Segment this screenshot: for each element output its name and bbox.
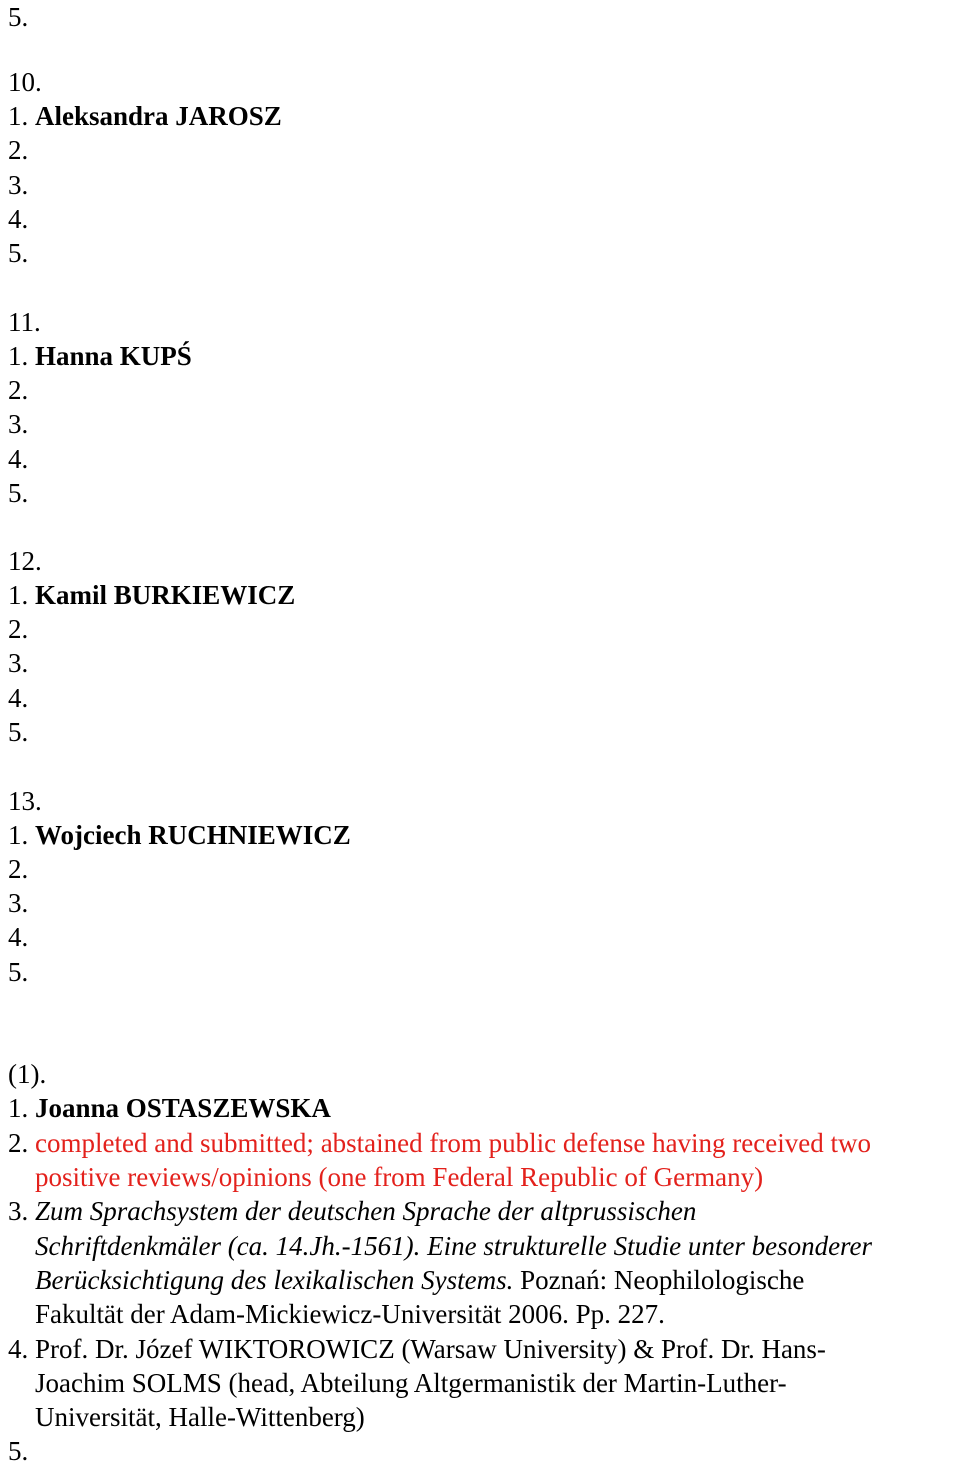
list-item — [8, 133, 28, 167]
list-item — [8, 339, 192, 373]
list-item — [8, 202, 28, 236]
item-number: 2. — [8, 135, 29, 165]
candidate-name: Kamil BURKIEWICZ — [35, 580, 296, 610]
candidate-name: Wojciech RUCHNIEWICZ — [35, 820, 351, 850]
supervisors-continued: Joachim SOLMS (head, Abteilung Altgermanistik der Martin-Luther- — [35, 1368, 787, 1398]
item-number: 5. — [8, 1436, 29, 1466]
publisher-text: Poznań: Neophilologische — [513, 1265, 805, 1295]
list-item — [8, 1194, 696, 1228]
item-number: 5. — [8, 238, 29, 268]
item-number: 4. — [8, 922, 29, 952]
item-number: 4. — [8, 1334, 29, 1364]
list-item — [8, 476, 28, 510]
item-number: 4. — [8, 444, 29, 474]
item-number: 1. — [8, 1093, 29, 1123]
item-number: 3. — [8, 170, 29, 200]
list-item — [8, 612, 28, 646]
list-item — [8, 681, 28, 715]
list-item — [8, 442, 28, 476]
list-item — [8, 1091, 331, 1125]
item-number: 2. — [8, 375, 29, 405]
list-item — [8, 1126, 871, 1160]
item-number: 2. — [8, 1128, 29, 1158]
list-item — [8, 886, 28, 920]
thesis-title: Zum Sprachsystem der deutschen Sprache der altprussischen — [35, 1196, 697, 1226]
candidate-name: Hanna KUPŚ — [35, 341, 192, 371]
item-number: 5. — [8, 957, 29, 987]
item-number: 5. — [8, 478, 29, 508]
thesis-title-end: Berücksichtigung des lexikalischen Systems. — [35, 1265, 514, 1295]
list-item — [8, 646, 28, 680]
list-item — [8, 236, 28, 270]
candidate-name: Joanna OSTASZEWSKA — [35, 1093, 331, 1123]
item-number: 3. — [8, 888, 29, 918]
list-item — [8, 955, 28, 989]
supervisors: Prof. Dr. Józef WIKTOROWICZ (Warsaw University) & Prof. Dr. Hans- — [35, 1334, 826, 1364]
candidate-name: Aleksandra JAROSZ — [35, 101, 282, 131]
entry-number: 10. — [8, 67, 42, 97]
item-number: 5. — [8, 2, 29, 32]
item-number: 4. — [8, 683, 29, 713]
list-item — [8, 578, 295, 612]
list-item — [8, 715, 28, 749]
supervisors-affiliation: Universität, Halle-Wittenberg) — [35, 1402, 365, 1432]
item-number: 2. — [8, 854, 29, 884]
entry-number: 12. — [8, 546, 42, 576]
item-number: 1. — [8, 820, 29, 850]
thesis-title-continued: Schriftdenkmäler (ca. 14.Jh.-1561). Eine strukturelle Studie unter besonderer — [35, 1231, 873, 1261]
item-number: 2. — [8, 614, 29, 644]
thesis-status-continued: positive reviews/opinions (one from Federal Republic of Germany) — [35, 1162, 764, 1192]
list-item — [8, 407, 28, 441]
list-item — [8, 1332, 826, 1366]
list-item — [8, 99, 282, 133]
item-number: 4. — [8, 204, 29, 234]
item-number: 3. — [8, 648, 29, 678]
item-number: 1. — [8, 580, 29, 610]
list-item — [8, 920, 28, 954]
item-number: 3. — [8, 409, 29, 439]
thesis-title-publication — [35, 1263, 804, 1297]
list-item — [8, 852, 28, 886]
list-item — [8, 373, 28, 407]
publication-details: Fakultät der Adam-Mickiewicz-Universität 2006. Pp. 227. — [35, 1299, 665, 1329]
item-number: 1. — [8, 101, 29, 131]
list-item — [8, 0, 28, 34]
thesis-status: completed and submitted; abstained from public defense having received two — [35, 1128, 871, 1158]
item-number: 1. — [8, 341, 29, 371]
list-item — [8, 818, 351, 852]
item-number: 3. — [8, 1196, 29, 1226]
entry-number: (1). — [8, 1059, 47, 1089]
entry-number: 11. — [8, 307, 41, 337]
list-item — [8, 1434, 28, 1468]
entry-number: 13. — [8, 786, 42, 816]
item-number: 5. — [8, 717, 29, 747]
list-item — [8, 168, 28, 202]
